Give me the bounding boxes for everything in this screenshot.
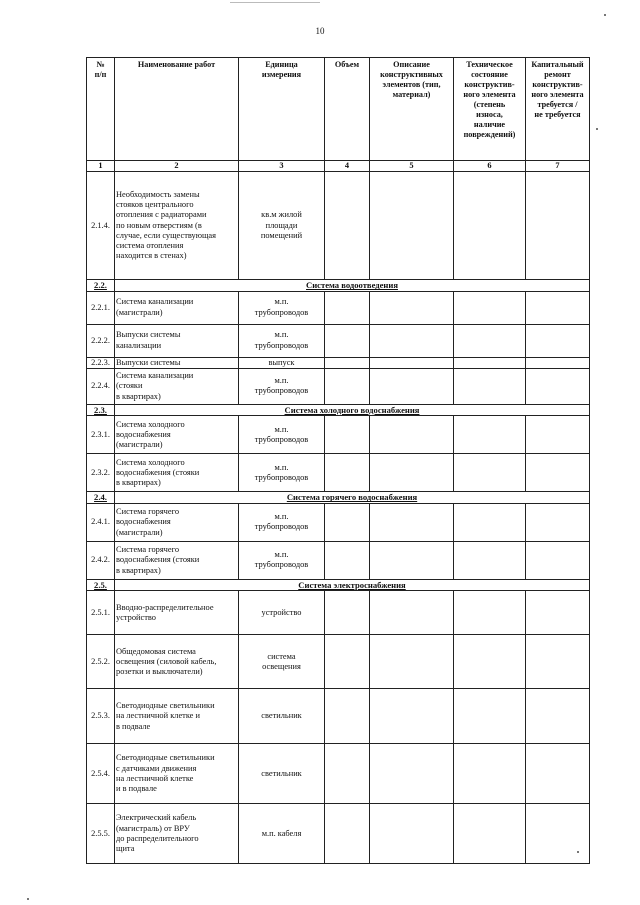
section-number: 2.2. xyxy=(87,280,115,291)
work-name-cell: Система холодного водоснабжения (стояки в квартирах) xyxy=(115,454,239,492)
table-row xyxy=(87,416,590,454)
section-title: Система горячего водоснабжения xyxy=(115,492,590,503)
table-row xyxy=(87,357,590,368)
column-index-cell: 6 xyxy=(454,161,526,172)
row-number: 2.3.2. xyxy=(87,454,115,492)
table-row xyxy=(87,172,590,280)
row-number: 2.5.4. xyxy=(87,744,115,804)
column-index-cell: 2 xyxy=(115,161,239,172)
row-number: 2.1.4. xyxy=(87,172,115,280)
work-name-cell: Электрический кабель (магистраль) от ВРУ до распределительного щита xyxy=(115,804,239,864)
condition-cell xyxy=(454,357,526,368)
row-number: 2.5.5. xyxy=(87,804,115,864)
description-cell xyxy=(370,291,454,324)
table-row xyxy=(87,368,590,404)
column-index-row xyxy=(87,161,590,172)
volume-cell xyxy=(325,416,370,454)
volume-cell xyxy=(325,291,370,324)
row-number: 2.4.1. xyxy=(87,503,115,541)
work-name-cell: Система канализации (стояки в квартирах) xyxy=(115,368,239,404)
header-repair-needed: Капитальный ремонт конструктив- ного элемента требуется / не требуется xyxy=(526,58,590,161)
repair-needed-cell xyxy=(526,416,590,454)
unit-cell: м.п. трубопроводов xyxy=(239,368,325,404)
section-row xyxy=(87,404,590,415)
row-number: 2.2.3. xyxy=(87,357,115,368)
header-condition: Техническое состояние конструктив- ного элемента (степень износа, наличие повреждений) xyxy=(454,58,526,161)
description-cell xyxy=(370,804,454,864)
unit-cell: м.п. трубопроводов xyxy=(239,503,325,541)
repair-needed-cell xyxy=(526,172,590,280)
description-cell xyxy=(370,416,454,454)
section-title: Система холодного водоснабжения xyxy=(115,404,590,415)
condition-cell xyxy=(454,591,526,635)
repair-needed-cell xyxy=(526,744,590,804)
table-row xyxy=(87,635,590,689)
table-row xyxy=(87,291,590,324)
column-index-cell: 5 xyxy=(370,161,454,172)
condition-cell xyxy=(454,368,526,404)
section-title: Система водоотведения xyxy=(115,280,590,291)
unit-cell: устройство xyxy=(239,591,325,635)
volume-cell xyxy=(325,804,370,864)
volume-cell xyxy=(325,591,370,635)
repair-needed-cell xyxy=(526,541,590,579)
condition-cell xyxy=(454,689,526,744)
volume-cell xyxy=(325,454,370,492)
table-body xyxy=(87,172,590,864)
row-number: 2.2.1. xyxy=(87,291,115,324)
volume-cell xyxy=(325,635,370,689)
work-name-cell: Светодиодные светильники на лестничной клетке и в подвале xyxy=(115,689,239,744)
work-name-cell: Вводно-распределительное устройство xyxy=(115,591,239,635)
table-row xyxy=(87,689,590,744)
condition-cell xyxy=(454,454,526,492)
repair-needed-cell xyxy=(526,324,590,357)
unit-cell: светильник xyxy=(239,744,325,804)
unit-cell: кв.м жилой площади помещений xyxy=(239,172,325,280)
description-cell xyxy=(370,357,454,368)
unit-cell: м.п. трубопроводов xyxy=(239,541,325,579)
scan-speck xyxy=(596,128,598,130)
page-number: 10 xyxy=(315,26,325,36)
section-title: Система электроснабжения xyxy=(115,579,590,590)
description-cell xyxy=(370,744,454,804)
section-row xyxy=(87,492,590,503)
volume-cell xyxy=(325,744,370,804)
condition-cell xyxy=(454,503,526,541)
work-name-cell: Выпуски системы xyxy=(115,357,239,368)
description-cell xyxy=(370,635,454,689)
description-cell xyxy=(370,324,454,357)
condition-cell xyxy=(454,635,526,689)
header-number: № п/п xyxy=(87,58,115,161)
table-row xyxy=(87,503,590,541)
unit-cell: светильник xyxy=(239,689,325,744)
description-cell xyxy=(370,454,454,492)
repair-needed-cell xyxy=(526,368,590,404)
volume-cell xyxy=(325,368,370,404)
unit-cell: м.п. кабеля xyxy=(239,804,325,864)
work-name-cell: Система канализации (магистрали) xyxy=(115,291,239,324)
repair-needed-cell xyxy=(526,591,590,635)
scan-speck xyxy=(577,851,579,853)
work-name-cell: Система горячего водоснабжения (стояки в квартирах) xyxy=(115,541,239,579)
table-row xyxy=(87,454,590,492)
condition-cell xyxy=(454,541,526,579)
description-cell xyxy=(370,503,454,541)
row-number: 2.5.3. xyxy=(87,689,115,744)
header-unit: Единица измерения xyxy=(239,58,325,161)
volume-cell xyxy=(325,689,370,744)
repair-needed-cell xyxy=(526,689,590,744)
section-row xyxy=(87,280,590,291)
row-number: 2.2.4. xyxy=(87,368,115,404)
header-description: Описание конструктивных элементов (тип, материал) xyxy=(370,58,454,161)
condition-cell xyxy=(454,804,526,864)
repair-needed-cell xyxy=(526,357,590,368)
section-number: 2.3. xyxy=(87,404,115,415)
section-number: 2.5. xyxy=(87,579,115,590)
row-number: 2.5.1. xyxy=(87,591,115,635)
repair-needed-cell xyxy=(526,291,590,324)
repair-needed-cell xyxy=(526,503,590,541)
condition-cell xyxy=(454,324,526,357)
unit-cell: м.п. трубопроводов xyxy=(239,291,325,324)
table-row xyxy=(87,541,590,579)
work-name-cell: Светодиодные светильники с датчиками движения на лестничной клетке и в подвале xyxy=(115,744,239,804)
table-row xyxy=(87,744,590,804)
condition-cell xyxy=(454,172,526,280)
description-cell xyxy=(370,689,454,744)
row-number: 2.3.1. xyxy=(87,416,115,454)
section-row xyxy=(87,579,590,590)
section-number: 2.4. xyxy=(87,492,115,503)
repair-needed-cell xyxy=(526,454,590,492)
unit-cell: м.п. трубопроводов xyxy=(239,454,325,492)
description-cell xyxy=(370,368,454,404)
repair-needed-cell xyxy=(526,804,590,864)
work-name-cell: Система горячего водоснабжения (магистрали) xyxy=(115,503,239,541)
table-row xyxy=(87,591,590,635)
table-header-row xyxy=(87,58,590,161)
condition-cell xyxy=(454,291,526,324)
unit-cell: система освещения xyxy=(239,635,325,689)
table-row xyxy=(87,324,590,357)
column-index-cell: 4 xyxy=(325,161,370,172)
volume-cell xyxy=(325,503,370,541)
scan-speck xyxy=(604,14,606,16)
unit-cell: выпуск xyxy=(239,357,325,368)
row-number: 2.4.2. xyxy=(87,541,115,579)
scan-edge-mark xyxy=(230,2,320,3)
column-index-cell: 3 xyxy=(239,161,325,172)
row-number: 2.2.2. xyxy=(87,324,115,357)
description-cell xyxy=(370,591,454,635)
scan-speck xyxy=(27,898,29,900)
unit-cell: м.п. трубопроводов xyxy=(239,416,325,454)
condition-cell xyxy=(454,416,526,454)
work-name-cell: Выпуски системы канализации xyxy=(115,324,239,357)
volume-cell xyxy=(325,357,370,368)
work-name-cell: Общедомовая система освещения (силовой кабель, розетки и выключатели) xyxy=(115,635,239,689)
header-work-name: Наименование работ xyxy=(115,58,239,161)
volume-cell xyxy=(325,172,370,280)
description-cell xyxy=(370,172,454,280)
volume-cell xyxy=(325,324,370,357)
row-number: 2.5.2. xyxy=(87,635,115,689)
work-name-cell: Необходимость замены стояков центрального отопления с радиаторами по новым отверстиям (в случае, если существующая система отопления находится в стенах) xyxy=(115,172,239,280)
inspection-table xyxy=(86,57,590,864)
work-name-cell: Система холодного водоснабжения (магистрали) xyxy=(115,416,239,454)
description-cell xyxy=(370,541,454,579)
table-row xyxy=(87,804,590,864)
header-volume: Объем xyxy=(325,58,370,161)
column-index-cell: 7 xyxy=(526,161,590,172)
unit-cell: м.п. трубопроводов xyxy=(239,324,325,357)
condition-cell xyxy=(454,744,526,804)
column-index-cell: 1 xyxy=(87,161,115,172)
volume-cell xyxy=(325,541,370,579)
repair-needed-cell xyxy=(526,635,590,689)
